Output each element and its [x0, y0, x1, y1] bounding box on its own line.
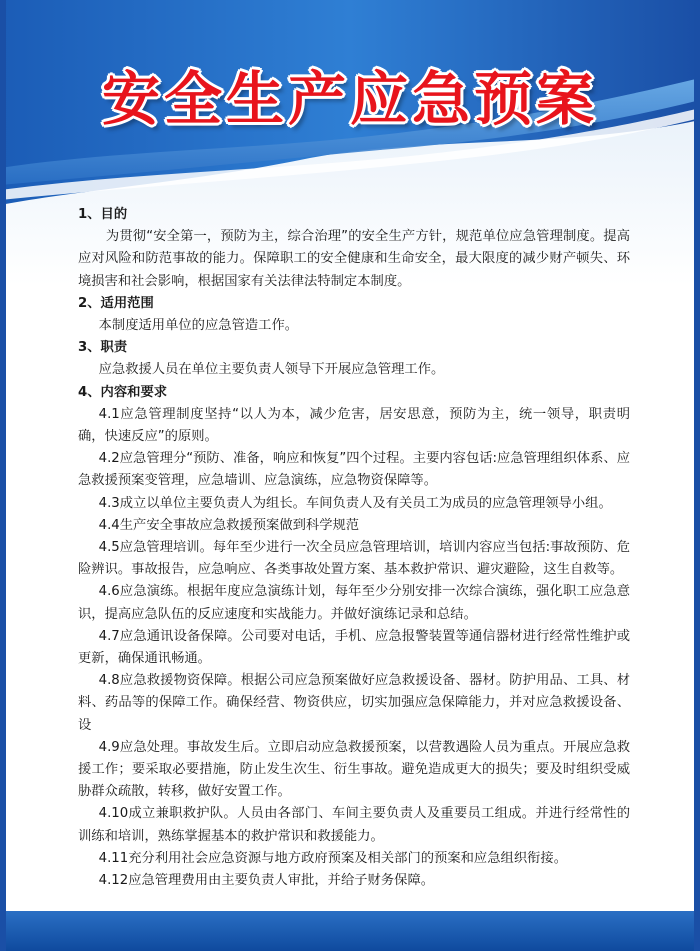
list-item: 4.7应急通讯设备保障。公司要对电话，手机、应急报警装置等通信器材进行经常性维护或更新，确保通讯畅通。 [78, 628, 630, 667]
paragraph: 为贯彻“安全第一，预防为主，综合治理”的安全生产方针，规范单位应急管理制度。提高应对风险和防范事故的能力。保障职工的安全健康和生命安全，最大限度的减少财产顿失、环境损害和社会影响，根据国家有关法律法特制定本制度。 [78, 229, 630, 289]
list-item: 4.2应急管理分“预防、准备，响应和恢复”四个过程。主要内容包话:应急管理组织体系、应急救援预案变管理，应急墙训、应急演练，应急物资保障等。 [78, 451, 630, 489]
list-item: 4.9应急处理。事故发生后。立即启动应急救援预案，以营教遇险人员为重点。开展应急救援工作；要采取必要措施，防止发生次生、衍生事故。避免造成更大的损失；要及时组织受威胁群众疏散，转移，做好安置工作。 [78, 739, 630, 800]
document-body [78, 204, 630, 892]
section-heading: 4、内容和要求 [78, 384, 168, 400]
section-heading: 2、适用范围 [78, 295, 154, 311]
section-heading: 1、目的 [78, 207, 128, 222]
list-item: 4.1应急管理制度坚持“以人为本，减少危害，居安思意，预防为主，统一领导，职责明确，快速反应”的原则。 [78, 406, 630, 445]
paragraph: 应急救援人员在单位主要负责人领导下开展应急管理工作。 [98, 362, 445, 378]
list-item: 4.4生产安全事故应急救援预案做到科学规范 [98, 517, 360, 533]
list-item: 4.11充分利用社会应急资源与地方政府预案及相关部门的预案和应急组织衔接。 [98, 850, 568, 866]
footer-band [0, 911, 700, 951]
poster-title: 安全生产应急预案 [101, 65, 598, 133]
list-item: 4.5应急管理培训。每年至少进行一次全员应急管理培训，培训内容应当包括:事故预防、危险辨识。事故报告，应急响应、各类事故处置方案、基本救护常识、避灾避险，这生自救等。 [78, 540, 630, 578]
list-item: 4.10成立兼职救护队。人员由各部门、车间主要负责人及重要员工组成。并进行经常性的训练和培训，熟练掌握基本的救护常识和救援能力。 [78, 806, 630, 844]
list-item: 4.3成立以单位主要负责人为组长。车间负责人及有关员工为成员的应急管理领导小组。 [98, 495, 612, 511]
paragraph: 本制度适用单位的应急管造工作。 [98, 318, 299, 334]
list-item: 4.12应急管理费用由主要负责人审批，并给子财务保障。 [98, 873, 435, 889]
list-item: 4.8应急救援物资保障。根据公司应急预案做好应急救援设备、器材。防护用品、工具、材料、药品等的保障工作。确保经营、物资供应，切实加强应急保障能力，并对应急救援设备、设 [78, 673, 630, 733]
section-heading: 3、职责 [78, 340, 128, 356]
list-item: 4.6应急演练。根据年度应急演练计划，每年至少分别安排一次综合演练，强化职工应急意识，提高应急队伍的反应速度和实战能力。并做好演练记录和总结。 [78, 584, 630, 622]
